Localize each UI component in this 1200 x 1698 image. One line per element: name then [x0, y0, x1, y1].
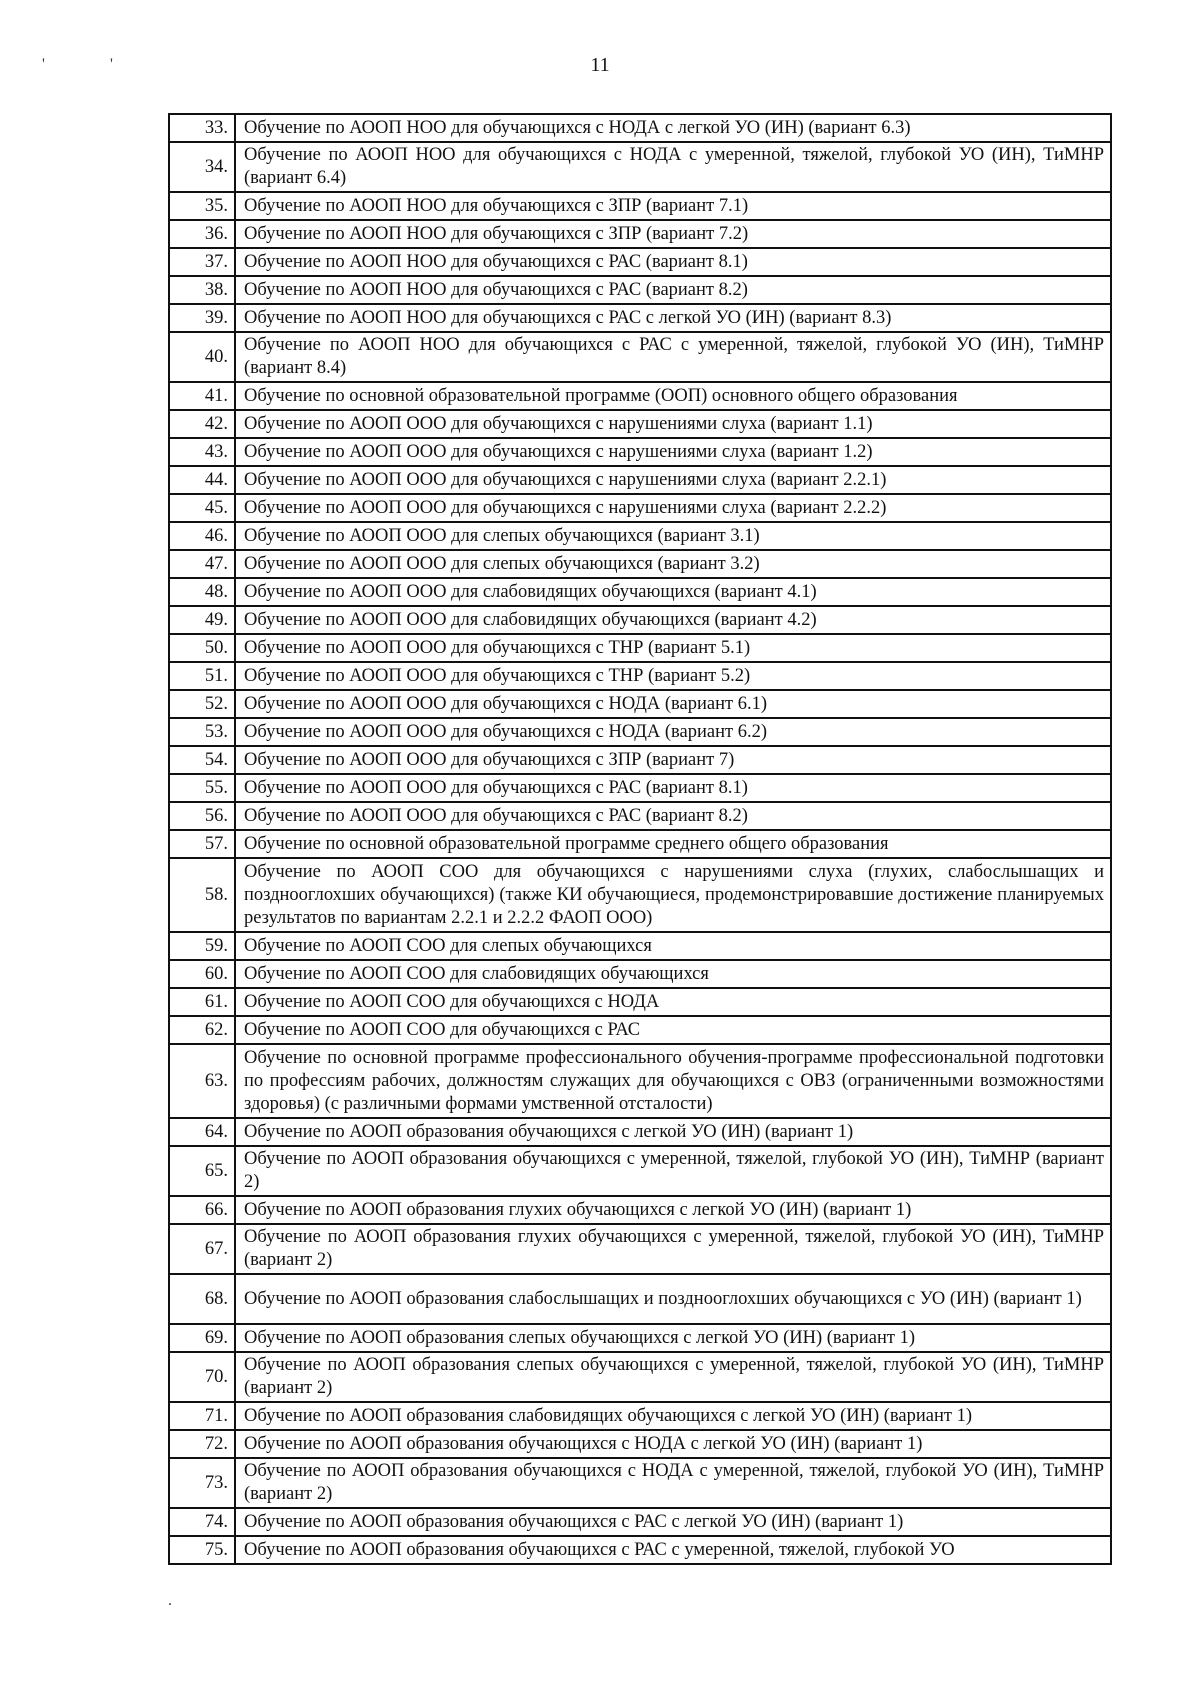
row-text: Обучение по АООП СОО для обучающихся с нарушениями слуха (глухих, слабослышащих и позднооглохших обучающихся) (также КИ обучающиеся, продемонстрировавшие достижение планируемых результатов по вариантам 2.2.1 и 2.2.2 ФАОП ООО) [235, 858, 1111, 932]
table-row [169, 774, 1111, 802]
row-text: Обучение по АООП ООО для обучающихся с нарушениями слуха (вариант 1.2) [235, 438, 1111, 466]
row-text: Обучение по АООП образования обучающихся с легкой УО (ИН) (вариант 1) [235, 1118, 1111, 1146]
row-text: Обучение по АООП НОО для обучающихся с НОДА с легкой УО (ИН) (вариант 6.3) [235, 114, 1111, 142]
table-row [169, 634, 1111, 662]
table-row [169, 1430, 1111, 1458]
row-text: Обучение по АООП СОО для слепых обучающихся [235, 932, 1111, 960]
row-number: 54. [169, 746, 235, 774]
row-text: Обучение по АООП образования обучающихся с НОДА с легкой УО (ИН) (вариант 1) [235, 1430, 1111, 1458]
row-text: Обучение по АООП образования слепых обучающихся с легкой УО (ИН) (вариант 1) [235, 1324, 1111, 1352]
table-row [169, 304, 1111, 332]
table-row [169, 1402, 1111, 1430]
table-row [169, 248, 1111, 276]
row-text: Обучение по АООП ООО для обучающихся с ТНР (вариант 5.2) [235, 662, 1111, 690]
row-text: Обучение по АООП образования слепых обучающихся с умеренной, тяжелой, глубокой УО (ИН), ТиМНР (вариант 2) [235, 1352, 1111, 1402]
table-row [169, 1324, 1111, 1352]
row-text: Обучение по АООП НОО для обучающихся с РАС с легкой УО (ИН) (вариант 8.3) [235, 304, 1111, 332]
row-text: Обучение по АООП НОО для обучающихся с РАС (вариант 8.1) [235, 248, 1111, 276]
row-text: Обучение по АООП НОО для обучающихся с НОДА с умеренной, тяжелой, глубокой УО (ИН), ТиМНР (вариант 6.4) [235, 142, 1111, 192]
row-number: 44. [169, 466, 235, 494]
row-number: 72. [169, 1430, 235, 1458]
table-row [169, 802, 1111, 830]
row-number: 40. [169, 332, 235, 382]
table-row [169, 718, 1111, 746]
table-row [169, 142, 1111, 192]
row-number: 61. [169, 988, 235, 1016]
row-text: Обучение по АООП ООО для обучающихся с РАС (вариант 8.2) [235, 802, 1111, 830]
row-number: 38. [169, 276, 235, 304]
table-row [169, 466, 1111, 494]
table-row [169, 276, 1111, 304]
row-number: 48. [169, 578, 235, 606]
row-number: 64. [169, 1118, 235, 1146]
row-number: 36. [169, 220, 235, 248]
row-number: 39. [169, 304, 235, 332]
table-row [169, 438, 1111, 466]
table-row [169, 410, 1111, 438]
row-text: Обучение по АООП ООО для обучающихся с нарушениями слуха (вариант 2.2.1) [235, 466, 1111, 494]
row-number: 37. [169, 248, 235, 276]
row-number: 70. [169, 1352, 235, 1402]
table-row [169, 550, 1111, 578]
table-row [169, 1044, 1111, 1118]
table-row [169, 960, 1111, 988]
row-number: 52. [169, 690, 235, 718]
table-row [169, 662, 1111, 690]
programs-table [168, 113, 1112, 1565]
table-row [169, 332, 1111, 382]
table-row [169, 1508, 1111, 1536]
row-text: Обучение по АООП ООО для обучающихся с нарушениями слуха (вариант 2.2.2) [235, 494, 1111, 522]
row-text: Обучение по основной образовательной программе среднего общего образования [235, 830, 1111, 858]
table-row [169, 494, 1111, 522]
table-row [169, 578, 1111, 606]
row-number: 41. [169, 382, 235, 410]
row-number: 58. [169, 858, 235, 932]
table-row [169, 1016, 1111, 1044]
row-number: 73. [169, 1458, 235, 1508]
scan-mark: ' [42, 56, 45, 73]
row-number: 45. [169, 494, 235, 522]
row-number: 33. [169, 114, 235, 142]
row-text: Обучение по АООП ООО для обучающихся с НОДА (вариант 6.1) [235, 690, 1111, 718]
table-row [169, 606, 1111, 634]
table-row [169, 1536, 1111, 1564]
table-row [169, 746, 1111, 774]
row-number: 69. [169, 1324, 235, 1352]
table-row [169, 522, 1111, 550]
row-number: 71. [169, 1402, 235, 1430]
row-number: 60. [169, 960, 235, 988]
row-number: 57. [169, 830, 235, 858]
table-row [169, 192, 1111, 220]
row-number: 66. [169, 1196, 235, 1224]
row-number: 42. [169, 410, 235, 438]
row-text: Обучение по АООП ООО для обучающихся с НОДА (вариант 6.2) [235, 718, 1111, 746]
row-text: Обучение по АООП ООО для слепых обучающихся (вариант 3.1) [235, 522, 1111, 550]
row-text: Обучение по АООП ООО для слепых обучающихся (вариант 3.2) [235, 550, 1111, 578]
row-text: Обучение по АООП ООО для слабовидящих обучающихся (вариант 4.2) [235, 606, 1111, 634]
row-text: Обучение по АООП ООО для обучающихся с РАС (вариант 8.1) [235, 774, 1111, 802]
row-text: Обучение по АООП образования глухих обучающихся с легкой УО (ИН) (вариант 1) [235, 1196, 1111, 1224]
row-text: Обучение по АООП образования обучающихся с умеренной, тяжелой, глубокой УО (ИН), ТиМНР (вариант 2) [235, 1146, 1111, 1196]
table-row [169, 1352, 1111, 1402]
row-number: 53. [169, 718, 235, 746]
row-number: 63. [169, 1044, 235, 1118]
row-text: Обучение по АООП образования слабослышащих и позднооглохших обучающихся с УО (ИН) (вариант 1) [235, 1274, 1111, 1324]
row-number: 49. [169, 606, 235, 634]
row-number: 51. [169, 662, 235, 690]
table-row [169, 1146, 1111, 1196]
row-number: 43. [169, 438, 235, 466]
page-number: 11 [590, 54, 610, 76]
row-number: 50. [169, 634, 235, 662]
table-row [169, 220, 1111, 248]
row-text: Обучение по АООП ООО для обучающихся с ЗПР (вариант 7) [235, 746, 1111, 774]
scan-mark: . [168, 1592, 172, 1609]
row-text: Обучение по АООП СОО для слабовидящих обучающихся [235, 960, 1111, 988]
row-text: Обучение по АООП образования глухих обучающихся с умеренной, тяжелой, глубокой УО (ИН), ТиМНР (вариант 2) [235, 1224, 1111, 1274]
row-number: 74. [169, 1508, 235, 1536]
row-number: 46. [169, 522, 235, 550]
table-row [169, 830, 1111, 858]
row-text: Обучение по АООП ООО для слабовидящих обучающихся (вариант 4.1) [235, 578, 1111, 606]
row-number: 56. [169, 802, 235, 830]
table-row [169, 1196, 1111, 1224]
table-row [169, 1274, 1111, 1324]
row-text: Обучение по АООП ООО для обучающихся с ТНР (вариант 5.1) [235, 634, 1111, 662]
row-number: 68. [169, 1274, 235, 1324]
row-text: Обучение по АООП ООО для обучающихся с нарушениями слуха (вариант 1.1) [235, 410, 1111, 438]
table-row [169, 114, 1111, 142]
table-row [169, 690, 1111, 718]
row-text: Обучение по АООП НОО для обучающихся с ЗПР (вариант 7.1) [235, 192, 1111, 220]
row-number: 59. [169, 932, 235, 960]
row-text: Обучение по АООП СОО для обучающихся с НОДА [235, 988, 1111, 1016]
table-row [169, 1458, 1111, 1508]
row-number: 35. [169, 192, 235, 220]
scan-mark: ' [110, 56, 113, 73]
row-text: Обучение по АООП образования обучающихся с РАС с умеренной, тяжелой, глубокой УО [235, 1536, 1111, 1564]
table-row [169, 858, 1111, 932]
row-text: Обучение по основной образовательной программе (ООП) основного общего образования [235, 382, 1111, 410]
row-text: Обучение по АООП НОО для обучающихся с ЗПР (вариант 7.2) [235, 220, 1111, 248]
table-row [169, 1118, 1111, 1146]
row-text: Обучение по АООП НОО для обучающихся с РАС (вариант 8.2) [235, 276, 1111, 304]
row-number: 67. [169, 1224, 235, 1274]
row-number: 34. [169, 142, 235, 192]
row-number: 65. [169, 1146, 235, 1196]
row-text: Обучение по АООП образования обучающихся с РАС с легкой УО (ИН) (вариант 1) [235, 1508, 1111, 1536]
table-row [169, 1224, 1111, 1274]
row-number: 55. [169, 774, 235, 802]
table-row [169, 382, 1111, 410]
row-text: Обучение по АООП НОО для обучающихся с РАС с умеренной, тяжелой, глубокой УО (ИН), ТиМНР (вариант 8.4) [235, 332, 1111, 382]
programs-table-body [169, 114, 1111, 1564]
row-text: Обучение по АООП образования слабовидящих обучающихся с легкой УО (ИН) (вариант 1) [235, 1402, 1111, 1430]
table-row [169, 988, 1111, 1016]
row-number: 47. [169, 550, 235, 578]
row-text: Обучение по АООП образования обучающихся с НОДА с умеренной, тяжелой, глубокой УО (ИН), ТиМНР (вариант 2) [235, 1458, 1111, 1508]
table-row [169, 932, 1111, 960]
row-text: Обучение по основной программе профессионального обучения-программе профессиональной подготовки по профессиям рабочих, должностям служащих для обучающихся с ОВЗ (ограниченными возможностями здоровья) (с различными формами умственной отсталости) [235, 1044, 1111, 1118]
row-number: 75. [169, 1536, 235, 1564]
row-number: 62. [169, 1016, 235, 1044]
row-text: Обучение по АООП СОО для обучающихся с РАС [235, 1016, 1111, 1044]
